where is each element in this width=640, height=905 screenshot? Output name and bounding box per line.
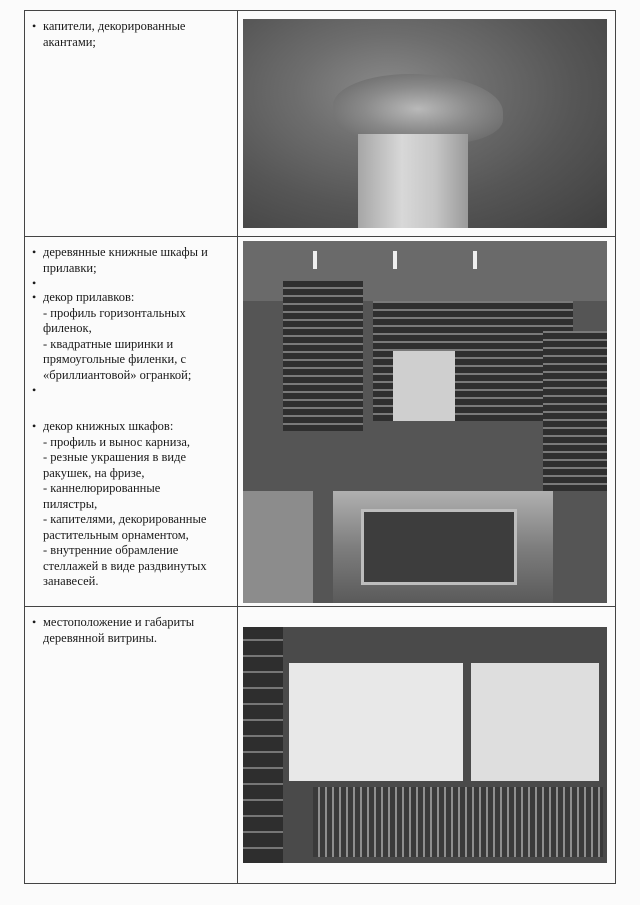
capital-photo: [243, 19, 607, 228]
counter-glass: [361, 509, 517, 585]
ceiling-lamp: [393, 251, 397, 269]
library-interior-photo: [243, 241, 607, 603]
table-row: [25, 11, 615, 237]
ceiling-lamp: [473, 251, 477, 269]
list-item: • декор книжных шкафов: - профиль и вынос карниза, - резные украшения в виде ракушек, на фризе, - каннелюрированные пилястры, - капителями, декорированные растительным орнаментом, - внутренние обрамление стеллажей в виде раздвинутых занавесей.: [43, 419, 229, 590]
row-text: [31, 615, 229, 646]
table-row: [25, 607, 615, 883]
row-text: [31, 19, 229, 50]
display-stand: [393, 351, 455, 421]
window-pane: [289, 663, 463, 781]
spacer: [43, 276, 229, 290]
bookshelf: [243, 627, 283, 863]
window-pane: [471, 663, 599, 781]
description-table: [24, 10, 616, 884]
wooden-showcase-photo: [243, 627, 607, 863]
ceiling-lamp: [313, 251, 317, 269]
bookshelf: [543, 331, 607, 491]
list-item: • местоположение и габариты деревянной витрины.: [43, 615, 229, 646]
table-row: [25, 237, 615, 607]
spacer: [43, 383, 229, 419]
list-item: • декор прилавков: - профиль горизонтальных филенок, - квадратные ширинки и прямоугольные филенки, с «бриллиантовой» огранкой;: [43, 290, 229, 383]
list-item: • капители, декорированные акантами;: [43, 19, 229, 50]
counter-side: [243, 491, 313, 603]
list-item: • деревянные книжные шкафы и прилавки;: [43, 245, 229, 276]
column-divider: [237, 607, 238, 883]
column-divider: [237, 237, 238, 606]
column-divider: [237, 11, 238, 236]
row-text: [31, 245, 229, 590]
bookshelf: [283, 281, 363, 431]
column-shaft: [358, 134, 468, 228]
radiator-grille: [313, 787, 603, 857]
